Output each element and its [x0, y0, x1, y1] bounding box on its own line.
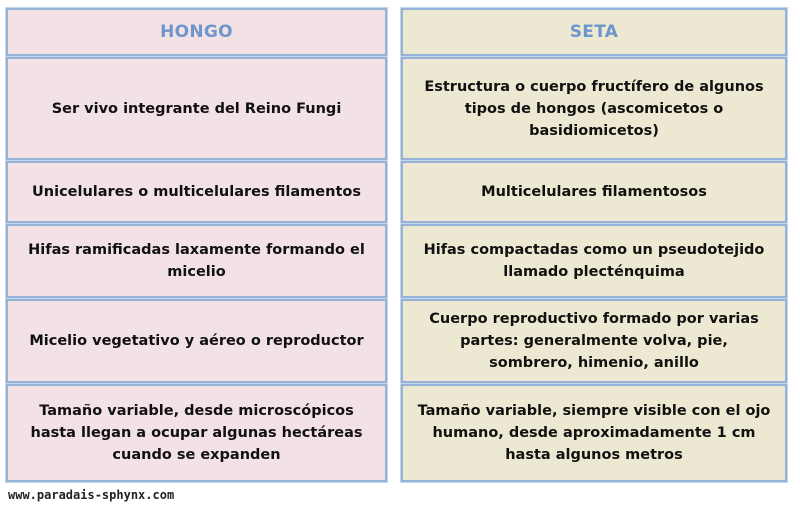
seta-cell-tamano: Tamaño variable, siempre visible con el ojo humano, desde aproximadamente 1 cm hasta algunos metros [401, 384, 787, 482]
hongo-column [6, 6, 387, 484]
seta-cell-hifas: Hifas compactadas como un pseudotejido llamado plecténquima [401, 224, 787, 298]
seta-cell-cuerpo: Cuerpo reproductivo formado por varias partes: generalmente volva, pie, sombrero, himenio, anillo [401, 299, 787, 383]
seta-header: SETA [401, 8, 787, 56]
hongo-cell-tamano: Tamaño variable, desde microscópicos hasta llegan a ocupar algunas hectáreas cuando se expanden [6, 384, 387, 482]
seta-cell-celularidad: Multicelulares filamentosos [401, 161, 787, 223]
hongo-header: HONGO [6, 8, 387, 56]
website-watermark: www.paradais-sphynx.com [8, 488, 175, 502]
seta-cell-estructura: Estructura o cuerpo fructífero de algunos tipos de hongos (ascomicetos o basidiomicetos) [401, 57, 787, 160]
hongo-cell-hifas: Hifas ramificadas laxamente formando el micelio [6, 224, 387, 298]
seta-column [401, 6, 787, 484]
hongo-cell-micelio: Micelio vegetativo y aéreo o reproductor [6, 299, 387, 383]
hongo-cell-celularidad: Unicelulares o multicelulares filamentos [6, 161, 387, 223]
hongo-cell-reino: Ser vivo integrante del Reino Fungi [6, 57, 387, 160]
